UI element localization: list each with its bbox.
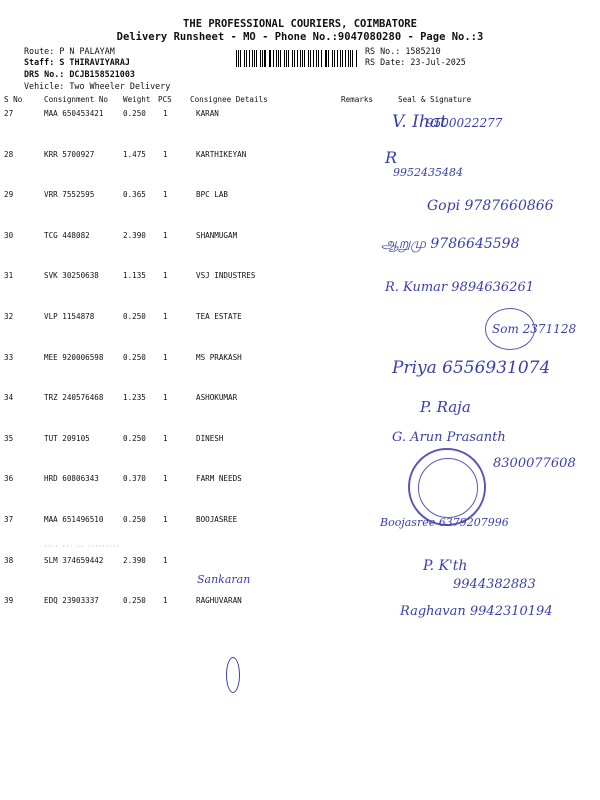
cell-pcs: 1 — [163, 311, 168, 321]
cell-consignee: MS PRAKASH — [196, 352, 242, 362]
sheet-title: Delivery Runsheet - MO - Phone No.:9047080280 - Page No.:3 — [116, 31, 484, 43]
vehicle-value: Two Wheeler Delivery — [69, 81, 171, 91]
staff-value: S THIRAVIYARAJ — [59, 57, 130, 67]
cell-consignment: TCG 448082 — [44, 230, 90, 240]
barcode-bar — [244, 50, 245, 67]
cell-weight: 0.250 — [123, 109, 146, 118]
cell-weight: 0.365 — [123, 190, 146, 200]
signature-r38: P. K'th — [423, 558, 468, 574]
cell-sno: 32 — [4, 311, 14, 321]
drs-value: DCJB158521003 — [69, 69, 135, 79]
cell-sno: 34 — [4, 393, 14, 403]
cell-consignment: MEE 920006598 — [44, 352, 104, 362]
barcode-bar — [304, 50, 305, 67]
cell-consignee: KARTHIKEYAN — [196, 149, 247, 159]
barcode-bar — [284, 50, 285, 67]
cell-pcs: 1 — [163, 596, 168, 606]
cell-consignment: EDQ 23903337 — [44, 596, 99, 606]
signature-r28: R — [385, 148, 398, 167]
barcode-bar — [350, 50, 351, 67]
cell-consignment: KRR 5700927 — [44, 149, 95, 159]
col-sno: S No — [4, 95, 23, 104]
table-row — [0, 108, 600, 149]
signature-r29: Gopi 9787660866 — [427, 198, 554, 214]
cell-consignment: TUT 209105 — [44, 433, 90, 443]
stamp-text-r32: Som 2371128 — [492, 322, 577, 336]
cell-consignment: HRD 60806343 — [44, 474, 99, 484]
vehicle-line — [24, 81, 170, 91]
cell-weight: 2.390 — [123, 555, 146, 565]
col-pcs: PCS — [158, 95, 172, 104]
cell-weight: 1.235 — [123, 393, 146, 403]
barcode-bar — [297, 50, 298, 67]
cell-weight: 2.390 — [123, 230, 146, 240]
cell-pcs: 1 — [163, 514, 168, 524]
cell-sno: 29 — [4, 190, 14, 200]
cell-consignee: RAGHUVARAN — [196, 596, 242, 606]
barcode-bar — [273, 50, 274, 67]
cell-pcs: 1 — [163, 271, 168, 281]
barcode-bar — [236, 50, 237, 67]
signature-r37: Boojasree 6379207996 — [380, 516, 509, 529]
barcode-bar — [264, 50, 265, 67]
barcode-bar — [356, 50, 357, 67]
company-title: THE PROFESSIONAL COURIERS, COIMBATORE — [183, 18, 417, 30]
cell-pcs: 1 — [163, 352, 168, 362]
cell-pcs: 1 — [163, 474, 168, 484]
cell-sno: 39 — [4, 596, 14, 606]
table-row — [0, 473, 600, 514]
cell-consignment: MAA 650453421 — [44, 109, 104, 118]
cell-pcs: 1 — [163, 393, 168, 403]
barcode-bar — [342, 50, 343, 67]
barcode-bar — [310, 50, 311, 67]
barcode-bar — [260, 50, 261, 67]
drs-label: DRS No.: — [24, 69, 65, 79]
scan-artifact: ···· ··· ·· ········· — [44, 543, 120, 550]
circled-mark — [226, 657, 240, 693]
rs-date-label: RS Date: — [365, 57, 406, 67]
cell-consignment: VRR 7552595 — [44, 190, 95, 200]
rs-no-label: RS No.: — [365, 46, 401, 56]
phone-r27: 9500022277 — [426, 116, 503, 130]
signature-r39: Raghavan 9942310194 — [400, 604, 553, 619]
table-row — [0, 392, 600, 433]
cell-consignment: MAA 651496510 — [44, 514, 104, 524]
route-line — [24, 46, 115, 56]
cell-sno: 33 — [4, 352, 14, 362]
cell-weight: 0.250 — [123, 311, 146, 321]
cell-consignee: BOOJASREE — [196, 514, 238, 524]
cell-sno: 35 — [4, 433, 14, 443]
barcode-bar — [292, 50, 293, 67]
cell-consignee: KARAN — [196, 109, 219, 118]
vehicle-label: Vehicle: — [24, 81, 65, 91]
cell-consignment: TRZ 240576468 — [44, 393, 104, 403]
barcode-bar — [318, 50, 319, 67]
cell-consignment: SVK 30250638 — [44, 271, 99, 281]
phone-r28: 9952435484 — [393, 166, 463, 179]
cell-sno: 37 — [4, 514, 14, 524]
cell-sno: 38 — [4, 555, 14, 565]
col-remarks: Remarks — [341, 95, 374, 104]
route-label: Route: — [24, 46, 55, 56]
staff-line — [24, 57, 130, 67]
cell-consignment: SLM 374659442 — [44, 555, 104, 565]
cell-weight: 1.135 — [123, 271, 146, 281]
phone-r38: 9944382883 — [453, 577, 536, 592]
col-weight: Weight — [123, 95, 151, 104]
cell-consignee: DINESH — [196, 433, 224, 443]
cell-consignee: VSJ INDUSTRES — [196, 271, 256, 281]
cell-pcs: 1 — [163, 433, 168, 443]
signature-r34: P. Raja — [420, 398, 471, 416]
cell-sno: 31 — [4, 271, 14, 281]
rs-date-value: 23-Jul-2025 — [410, 57, 466, 67]
cell-weight: 0.250 — [123, 352, 146, 362]
signature-r31: R. Kumar 9894636261 — [385, 280, 534, 295]
cell-pcs: 1 — [163, 109, 168, 118]
cell-weight: 0.250 — [123, 596, 146, 606]
col-seal: Seal & Signature — [398, 95, 472, 104]
column-headers — [0, 95, 600, 107]
cell-consignee: TEA ESTATE — [196, 311, 242, 321]
signature-r27: V. Ihat — [392, 112, 447, 132]
signature-r30: ஆறுமு 9786645598 — [381, 236, 520, 252]
col-consignee: Consignee Details — [190, 95, 268, 104]
signature-r33: Priya 6556931074 — [392, 358, 551, 378]
rs-date-line — [365, 57, 466, 67]
cell-pcs: 1 — [163, 555, 168, 565]
cell-pcs: 1 — [163, 149, 168, 159]
round-seal-r36 — [408, 448, 486, 526]
cell-sno: 28 — [4, 149, 14, 159]
cell-weight: 0.250 — [123, 514, 146, 524]
cell-sno: 27 — [4, 109, 14, 118]
cell-consignee: ASHOKUMAR — [196, 393, 238, 403]
cell-consignment: VLP 1154878 — [44, 311, 95, 321]
cell-sno: 36 — [4, 474, 14, 484]
table-row — [0, 149, 600, 190]
cell-consignee: SHANMUGAM — [196, 230, 238, 240]
cell-weight: 1.475 — [123, 149, 146, 159]
cell-weight: 0.250 — [123, 433, 146, 443]
staff-label: Staff: — [24, 57, 55, 67]
barcode — [236, 50, 358, 67]
col-consignment: Consignment No — [44, 95, 109, 104]
route-value: P N PALAYAM — [59, 46, 115, 56]
cell-consignee: BPC LAB — [196, 190, 229, 200]
rs-no-line — [365, 46, 441, 56]
barcode-bar — [334, 50, 335, 67]
drs-line — [24, 69, 135, 79]
phone-r35: 8300077608 — [493, 456, 576, 471]
cell-consignee: FARM NEEDS — [196, 474, 242, 484]
cell-sno: 30 — [4, 230, 14, 240]
signature-r35: G. Arun Prasanth — [392, 430, 506, 445]
cell-pcs: 1 — [163, 190, 168, 200]
cell-pcs: 1 — [163, 230, 168, 240]
barcode-bar — [256, 50, 257, 67]
rs-no-value: 1585210 — [405, 46, 441, 56]
barcode-bar — [332, 50, 333, 67]
remark-r38: Sankaran — [197, 573, 251, 586]
barcode-bar — [280, 50, 281, 67]
barcode-bar — [321, 50, 322, 67]
cell-weight: 0.370 — [123, 474, 146, 484]
barcode-bar — [246, 50, 247, 67]
